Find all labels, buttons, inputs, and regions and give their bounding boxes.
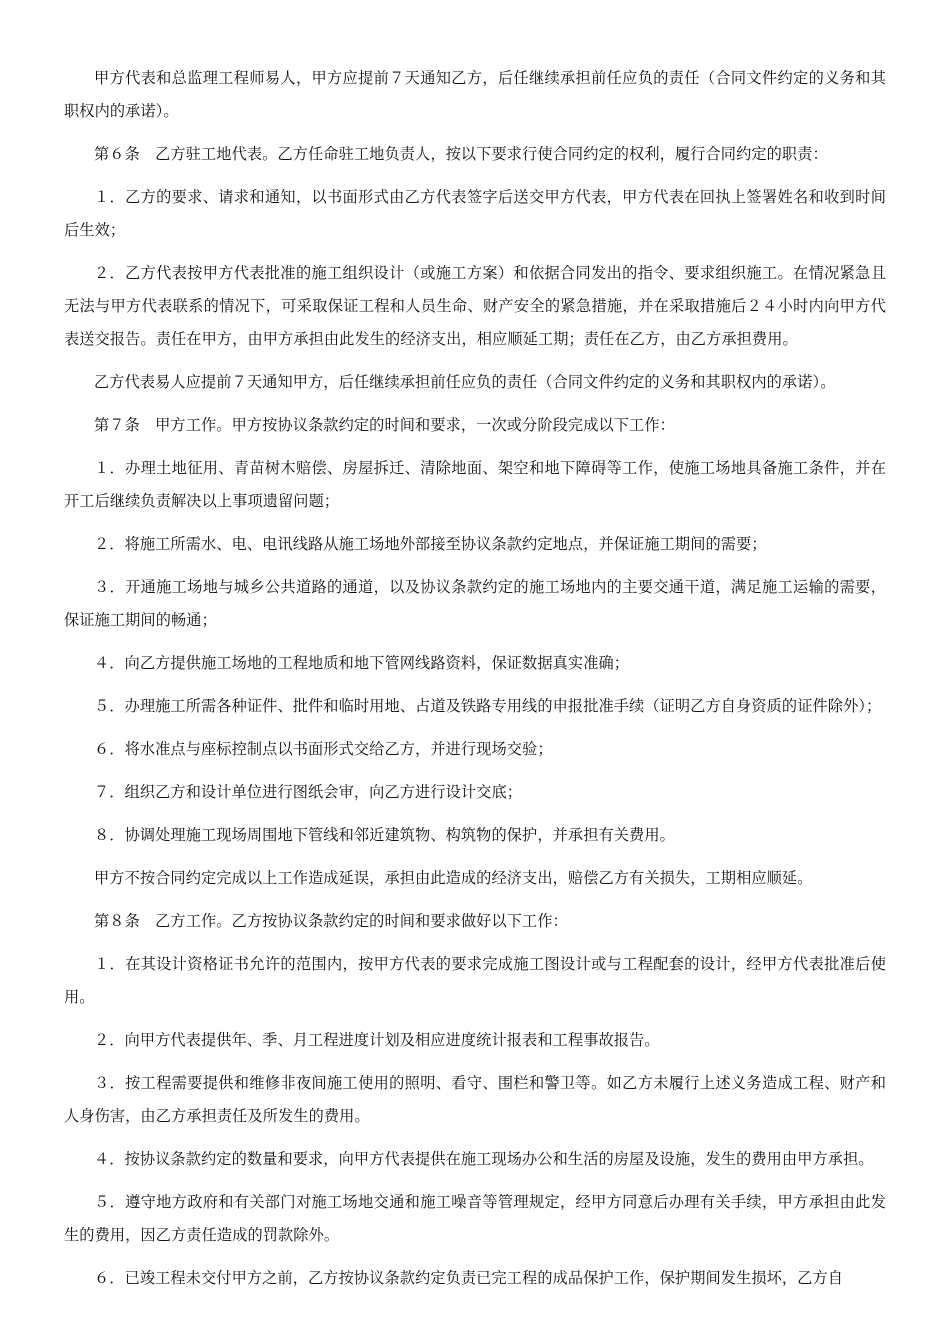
article-8-item-2: ２．向甲方代表提供年、季、月工程进度计划及相应进度统计报表和工程事故报告。 <box>94 1031 660 1049</box>
article-7-heading: 第７条 甲方工作。甲方按协议条款约定的时间和要求，一次或分阶段完成以下工作： <box>94 416 675 434</box>
article-6-item-1: １．乙方的要求、请求和通知，以书面形式由乙方代表签字后送交甲方代表，甲方代表在回执上签署姓名和收到时间后生效； <box>64 188 886 239</box>
article-7-item-7: ７．组织乙方和设计单位进行图纸会审，向乙方进行设计交底； <box>94 783 523 801</box>
paragraph-rep-change-notice: 甲方代表和总监理工程师易人，甲方应提前７天通知乙方，后任继续承担前任应负的责任（合同文件约定的义务和其职权内的承诺）。 <box>64 69 886 120</box>
article-7-item-6: ６．将水准点与座标控制点以书面形式交给乙方，并进行现场交验； <box>94 740 553 758</box>
article-6-item-2: ２．乙方代表按甲方代表批准的施工组织设计（或施工方案）和依据合同发出的指令、要求组织施工。在情况紧急且无法与甲方代表联系的情况下，可采取保证工程和人员生命、财产安全的紧急措施，并在采取措施后２４小时内向甲方代表送交报告。责任在甲方，由甲方承担由此发生的经济支出，相应顺延工期；责任在乙方，由乙方承担费用。 <box>64 264 886 348</box>
article-8-item-4: ４．按协议条款约定的数量和要求，向甲方代表提供在施工现场办公和生活的房屋及设施，发生的费用由甲方承担。 <box>94 1150 874 1168</box>
paragraph-owner-delay: 甲方不按合同约定完成以上工作造成延误，承担由此造成的经济支出，赔偿乙方有关损失，工期相应顺延。 <box>94 869 813 887</box>
article-7-item-2: ２．将施工所需水、电、电讯线路从施工场地外部接至协议条款约定地点，并保证施工期间的需要； <box>94 535 767 553</box>
article-7-item-8: ８．协调处理施工现场周围地下管线和邻近建筑物、构筑物的保护，并承担有关费用。 <box>94 826 675 844</box>
article-8-item-5: ５．遵守地方政府和有关部门对施工场地交通和施工噪音等管理规定，经甲方同意后办理有关手续，甲方承担由此发生的费用，因乙方责任造成的罚款除外。 <box>64 1193 886 1244</box>
article-8-item-6: ６．已竣工程未交付甲方之前，乙方按协议条款约定负责已完工程的成品保护工作，保护期间发生损坏，乙方自 <box>94 1269 844 1287</box>
article-7-item-3: ３．开通施工场地与城乡公共道路的通道，以及协议条款约定的施工场地内的主要交通干道，满足施工运输的需要，保证施工期间的畅通； <box>64 578 886 629</box>
article-8-heading: 第８条 乙方工作。乙方按协议条款约定的时间和要求做好以下工作： <box>94 912 568 930</box>
article-7-item-5: ５．办理施工所需各种证件、批件和临时用地、占道及铁路专用线的申报批准手续（证明乙方自身资质的证件除外）； <box>94 697 882 715</box>
paragraph-contractor-rep-change: 乙方代表易人应提前７天通知甲方，后任继续承担前任应负的责任（合同文件约定的义务和其职权内的承诺）。 <box>94 373 836 391</box>
article-7-item-1: １．办理土地征用、青苗树木赔偿、房屋拆迁、清除地面、架空和地下障碍等工作，使施工场地具备施工条件，并在开工后继续负责解决以上事项遗留问题； <box>64 459 886 510</box>
article-8-item-3: ３．按工程需要提供和维修非夜间施工使用的照明、看守、围栏和警卫等。如乙方未履行上述义务造成工程、财产和人身伤害，由乙方承担责任及所发生的费用。 <box>64 1074 886 1125</box>
article-6-heading: 第６条 乙方驻工地代表。乙方任命驻工地负责人，按以下要求行使合同约定的权利，履行合同约定的职责： <box>94 145 828 163</box>
article-8-item-1: １．在其设计资格证书允许的范围内，按甲方代表的要求完成施工图设计或与工程配套的设计，经甲方代表批准后使用。 <box>64 955 886 1006</box>
article-7-item-4: ４．向乙方提供施工场地的工程地质和地下管网线路资料，保证数据真实准确； <box>94 654 630 672</box>
